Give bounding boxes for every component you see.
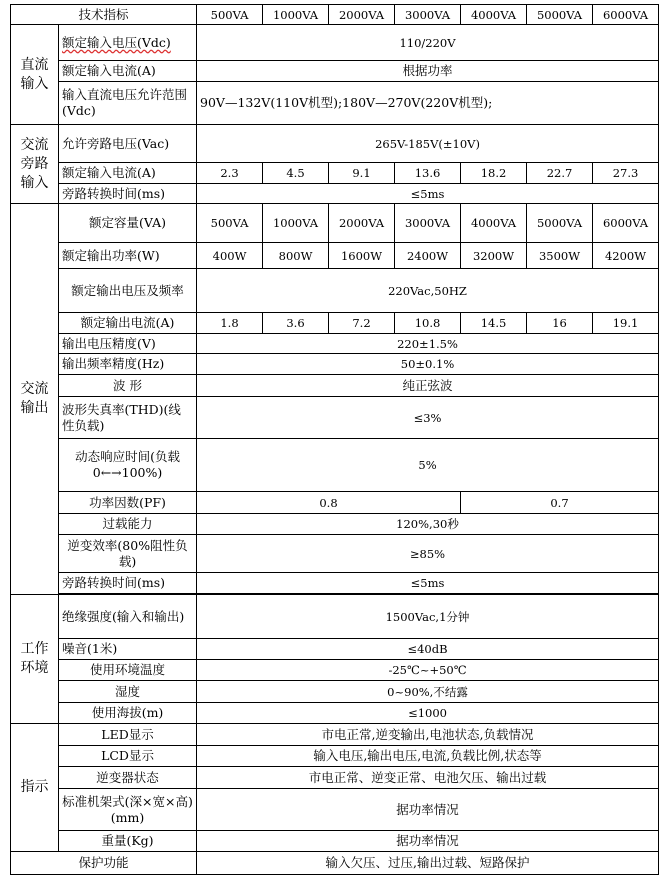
item-label: 功率因数(PF): [59, 492, 197, 514]
item-label: 绝缘强度(输入和输出): [59, 595, 197, 639]
protection-row: [11, 852, 659, 875]
item-value: 3000VA: [395, 204, 461, 243]
item-value: 19.1: [593, 313, 659, 334]
env-humidity-row: [11, 681, 659, 703]
ind-rack-row: [11, 789, 659, 831]
item-label: 重量(Kg): [59, 831, 197, 852]
item-label: 额定输出功率(W): [59, 243, 197, 269]
item-value: 18.2: [461, 163, 527, 184]
item-value: ≤1000: [197, 703, 659, 724]
env-temperature-row: [11, 660, 659, 681]
item-label: 额定输出电流(A): [59, 313, 197, 334]
item-value: 据功率情况: [197, 789, 659, 831]
item-label: LED显示: [59, 724, 197, 746]
item-value: 220Vac,50HZ: [197, 269, 659, 313]
header-model: 2000VA: [329, 5, 395, 25]
item-label: 过载能力: [59, 514, 197, 535]
output-efficiency-row: [11, 535, 659, 573]
output-dynamic-response-row: [11, 439, 659, 492]
category-dc-input: 直流输入: [11, 25, 59, 125]
item-value: 22.7: [527, 163, 593, 184]
item-value: 市电正常,逆变输出,电池状态,负载情况: [197, 724, 659, 746]
item-value: ≤40dB: [197, 639, 659, 660]
item-value: 根据功率: [197, 61, 659, 82]
item-value: 3200W: [461, 243, 527, 269]
item-value: 5000VA: [527, 204, 593, 243]
item-label: 额定输入电流(A): [59, 163, 197, 184]
item-value: ≤3%: [197, 397, 659, 439]
output-freq-accuracy-row: [11, 354, 659, 375]
env-insulation-row: [11, 595, 659, 639]
item-value: 1600W: [329, 243, 395, 269]
item-label: 波形失真率(THD)(线性负载): [59, 397, 197, 439]
item-label: 额定输出电压及频率: [59, 269, 197, 313]
bypass-switch-time-row: [11, 184, 659, 204]
ind-led-row: [11, 724, 659, 746]
header-model: 3000VA: [395, 5, 461, 25]
item-value: 265V-185V(±10V): [197, 125, 659, 163]
dc-rated-current-row: [11, 61, 659, 82]
dc-allow-range-row: [11, 82, 659, 125]
item-label: 输出电压精度(V): [59, 334, 197, 354]
item-label: 动态响应时间(负载0←→100%): [59, 439, 197, 492]
item-label: 逆变效率(80%阻性负载): [59, 535, 197, 573]
output-capacity-row: [11, 204, 659, 243]
item-value: 13.6: [395, 163, 461, 184]
header-model: 5000VA: [527, 5, 593, 25]
item-value: 3.6: [263, 313, 329, 334]
category-indication: 指示: [11, 724, 59, 852]
item-value: 50±0.1%: [197, 354, 659, 375]
item-value: 1.8: [197, 313, 263, 334]
item-value: 输入电压,输出电压,电流,负载比例,状态等: [197, 746, 659, 767]
item-label-text: 波 形: [113, 377, 142, 393]
item-value: 10.8: [395, 313, 461, 334]
item-value: 4000VA: [461, 204, 527, 243]
item-value: 1000VA: [263, 204, 329, 243]
env-altitude-row: [11, 703, 659, 724]
item-label: 额定容量(VA): [59, 204, 197, 243]
output-power-row: [11, 243, 659, 269]
item-value: 90V—132V(110V机型);180V—270V(220V机型);: [197, 82, 659, 125]
item-value: 0.7: [461, 492, 659, 514]
item-value: 5%: [197, 439, 659, 492]
item-label: [59, 375, 197, 397]
output-voltage-freq-row: [11, 269, 659, 313]
item-value: 0.8: [197, 492, 461, 514]
bypass-current-row: [11, 163, 659, 184]
item-value: ≤5ms: [197, 573, 659, 594]
item-value: 9.1: [329, 163, 395, 184]
output-overload-row: [11, 514, 659, 535]
item-value: 4200W: [593, 243, 659, 269]
bypass-voltage-row: [11, 125, 659, 163]
category-environment: 工作环境: [11, 595, 59, 724]
spec-table: [10, 4, 659, 875]
item-value: 27.3: [593, 163, 659, 184]
item-label: 使用环境温度: [59, 660, 197, 681]
header-model: 500VA: [197, 5, 263, 25]
item-label: 标准机架式(深×宽×高)(mm): [59, 789, 197, 831]
category-ac-output: 交流输出: [11, 204, 59, 595]
item-value: 据功率情况: [197, 831, 659, 852]
header-model: 4000VA: [461, 5, 527, 25]
header-model: 6000VA: [593, 5, 659, 25]
item-label: 保护功能: [11, 852, 197, 875]
ind-lcd-row: [11, 746, 659, 767]
output-current-row: [11, 313, 659, 334]
dc-rated-voltage-row: [11, 25, 659, 61]
ind-weight-row: [11, 831, 659, 852]
item-value: 输入欠压、过压,输出过载、短路保护: [197, 852, 659, 875]
item-value: 2000VA: [329, 204, 395, 243]
output-bypass-switch-time-row: [11, 573, 659, 594]
item-value: 14.5: [461, 313, 527, 334]
item-value: 110/220V: [197, 25, 659, 61]
item-value: 400W: [197, 243, 263, 269]
item-value: ≥85%: [197, 535, 659, 573]
item-label: 湿度: [59, 681, 197, 703]
item-value: 220±1.5%: [197, 334, 659, 354]
env-noise-row: [11, 639, 659, 660]
output-power-factor-row: [11, 492, 659, 514]
item-label: 旁路转换时间(ms): [59, 184, 197, 204]
item-value: 120%,30秒: [197, 514, 659, 535]
item-label: 额定输入电流(A): [59, 61, 197, 82]
category-ac-bypass-input: 交流旁路输入: [11, 125, 59, 204]
output-waveform-row: [11, 375, 659, 397]
item-label: 允许旁路电压(Vac): [59, 125, 197, 163]
item-value: 7.2: [329, 313, 395, 334]
item-value: 市电正常、逆变正常、电池欠压、输出过载: [197, 767, 659, 789]
item-label: 逆变器状态: [59, 767, 197, 789]
header-model: 1000VA: [263, 5, 329, 25]
output-voltage-accuracy-row: [11, 334, 659, 354]
item-label: 噪音(1米): [59, 639, 197, 660]
item-value: 4.5: [263, 163, 329, 184]
item-value: 800W: [263, 243, 329, 269]
item-value: 2.3: [197, 163, 263, 184]
item-value: 16: [527, 313, 593, 334]
output-thd-row: [11, 397, 659, 439]
header-row: [11, 5, 659, 25]
item-value: 6000VA: [593, 204, 659, 243]
item-label: 输出频率精度(Hz): [59, 354, 197, 375]
item-label-text: 额定输入电压(Vdc): [62, 34, 171, 50]
item-label: 使用海拔(m): [59, 703, 197, 724]
ind-inverter-status-row: [11, 767, 659, 789]
item-value: ≤5ms: [197, 184, 659, 204]
item-value: 0~90%,不结露: [197, 681, 659, 703]
item-label: 输入直流电压允许范围(Vdc): [59, 82, 197, 125]
item-value: -25℃~+50℃: [197, 660, 659, 681]
item-label: 旁路转换时间(ms): [59, 573, 197, 594]
item-value: 1500Vac,1分钟: [197, 595, 659, 639]
item-value: 3500W: [527, 243, 593, 269]
item-value: 纯正弦波: [197, 375, 659, 397]
item-value: 2400W: [395, 243, 461, 269]
item-value: 500VA: [197, 204, 263, 243]
header-label: 技术指标: [11, 5, 197, 25]
item-label: [59, 25, 197, 61]
item-label: LCD显示: [59, 746, 197, 767]
